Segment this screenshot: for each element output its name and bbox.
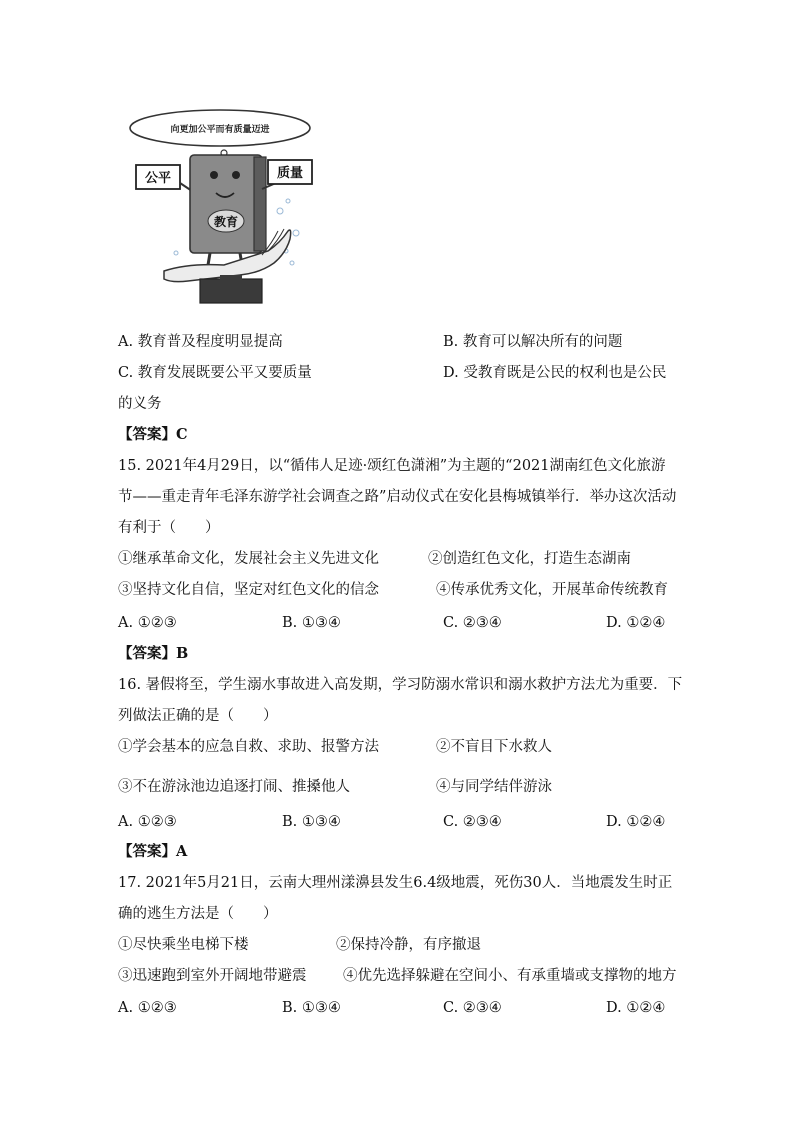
q16-choice-b: B. ①③④ xyxy=(282,814,341,830)
q14-option-d: D. 受教育既是公民的权利也是公民 xyxy=(443,365,667,381)
q14-option-a: A. 教育普及程度明显提高 xyxy=(118,334,283,350)
q16-statement-1: ①学会基本的应急自救、求助、报警方法 xyxy=(118,739,379,755)
q17-choice-a: A. ①②③ xyxy=(118,1000,177,1016)
q17-statement-1: ①尽快乘坐电梯下楼 xyxy=(118,937,249,953)
q17-stem-line-1: 17. 2021年5月21日，云南大理州漾濞县发生6.4级地震，死伤30人．当地震发生时正 xyxy=(118,875,673,891)
q15-choice-d: D. ①②④ xyxy=(606,615,666,631)
q16-statement-2: ②不盲目下水救人 xyxy=(436,739,552,755)
sleeve-block xyxy=(200,279,262,303)
q17-stem-line-2: 确的逃生方法是（ ） xyxy=(118,906,278,922)
book-character xyxy=(190,155,262,253)
q14-option-b: B. 教育可以解决所有的问题 xyxy=(443,334,623,350)
q15-choice-c: C. ②③④ xyxy=(443,615,502,631)
q16-stem-line-1: 16. 暑假将至，学生溺水事故进入高发期，学习防溺水常识和溺水救护方法尤为重要．下 xyxy=(118,677,683,693)
q15-choice-b: B. ①③④ xyxy=(282,615,341,631)
bubble-text: 向更加公平而有质量迈进 xyxy=(170,125,270,135)
book-label: 教育 xyxy=(213,215,239,229)
q15-stem-line-1: 15. 2021年4月29日，以“循伟人足迹·颂红色潇湘”为主题的“2021湖南红色文化旅游 xyxy=(118,458,666,474)
q17-choice-d: D. ①②④ xyxy=(606,1000,666,1016)
q16-statement-4: ④与同学结伴游泳 xyxy=(436,779,552,795)
q16-choice-d: D. ①②④ xyxy=(606,814,666,830)
sign-right-text: 质量 xyxy=(276,166,304,181)
q16-statement-3: ③不在游泳池边追逐打闹、推搡他人 xyxy=(118,779,350,795)
q14-answer: 【答案】C xyxy=(118,426,188,443)
q16-answer: 【答案】A xyxy=(118,843,188,860)
q15-choice-a: A. ①②③ xyxy=(118,615,177,631)
q16-choice-a: A. ①②③ xyxy=(118,814,177,830)
q17-choice-b: B. ①③④ xyxy=(282,1000,341,1016)
q15-stem-line-3: 有利于（ ） xyxy=(118,520,220,536)
q16-choice-c: C. ②③④ xyxy=(443,814,502,830)
q15-answer: 【答案】B xyxy=(118,645,189,662)
education-cartoon xyxy=(128,103,328,308)
q14-option-c: C. 教育发展既要公平又要质量 xyxy=(118,365,312,381)
q17-statement-3: ③迅速跑到室外开阔地带避震 xyxy=(118,968,307,984)
q17-choice-c: C. ②③④ xyxy=(443,1000,502,1016)
q15-statement-2: ②创造红色文化，打造生态湖南 xyxy=(428,551,631,567)
q17-statement-2: ②保持冷静，有序撤退 xyxy=(336,937,481,953)
q14-option-d-continued: 的义务 xyxy=(118,396,162,412)
q15-stem-line-2: 节——重走青年毛泽东游学社会调查之路”启动仪式在安化县梅城镇举行．举办这次活动 xyxy=(118,489,677,505)
q17-statement-4: ④优先选择躲避在空间小、有承重墙或支撑物的地方 xyxy=(343,968,677,984)
sign-left-text: 公平 xyxy=(144,171,172,186)
q16-stem-line-2: 列做法正确的是（ ） xyxy=(118,708,278,724)
q15-statement-1: ①继承革命文化，发展社会主义先进文化 xyxy=(118,551,379,567)
q15-statement-3: ③坚持文化自信，坚定对红色文化的信念 xyxy=(118,582,379,598)
q15-statement-4: ④传承优秀文化，开展革命传统教育 xyxy=(436,582,668,598)
